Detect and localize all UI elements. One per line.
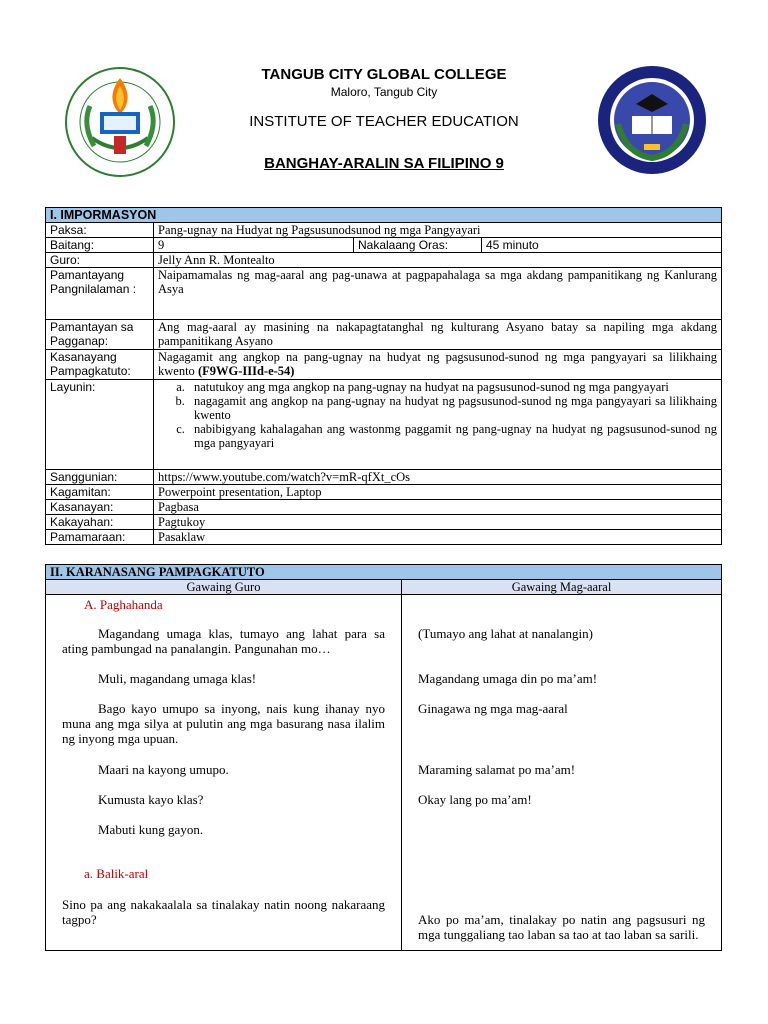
institute-seal-logo	[596, 64, 708, 176]
column-header-magaaral: Gawaing Mag-aaral	[402, 580, 722, 595]
teacher-line: Kumusta kayo klas?	[98, 792, 204, 807]
pamantayan-pagganap-label: Pamantayan sa Pagganap:	[46, 320, 154, 350]
section-heading: I. IMPORMASYON	[46, 208, 722, 223]
college-location: Maloro, Tangub City	[330, 85, 438, 99]
student-line: Ginagawa ng mga mag-aaral	[418, 701, 568, 716]
kagamitan-label: Kagamitan:	[46, 485, 154, 500]
pamantayang-pangnilalaman-value: Naipamamalas ng mag-aaral ang pag-unawa at pagpapahalaga sa mga akdang pampanitikang ng Kanlurang Asya	[154, 268, 722, 320]
paghahanda-heading: A. Paghahanda	[84, 597, 163, 612]
objectives-list	[158, 380, 717, 450]
impormasyon-table	[45, 207, 722, 545]
kasanayan-value: Pagbasa	[154, 500, 722, 515]
sanggunian-link[interactable]: https://www.youtube.com/watch?v=mR-qfXt_cOs	[154, 470, 722, 485]
teacher-line: Magandang umaga klas, tumayo ang lahat para sa ating pambungad na panalangin. Pangunahan mo…	[62, 626, 385, 656]
objective-item: b. nagagamit ang angkop na pang-ugnay na hudyat ng pagsusunod-sunod ng mga pangyayari sa lilikhaing kwento	[188, 394, 717, 422]
sanggunian-label: Sanggunian:	[46, 470, 154, 485]
student-line: Maraming salamat po ma’am!	[418, 762, 576, 777]
college-name: TANGUB CITY GLOBAL COLLEGE	[261, 66, 507, 83]
student-activities	[402, 595, 722, 951]
student-line: Ako po ma’am, tinalakay po natin ang pagsusuri ng mga tunggaliang tao laban sa tao at tao laban sa sarili.	[418, 912, 705, 942]
kasanayang-pampagkatuto-value	[154, 350, 722, 380]
learning-competency-code: (F9WG-IIId-e-54)	[197, 364, 295, 378]
kasanayan-label: Kasanayan:	[46, 500, 154, 515]
oras-label: Nakalaang Oras:	[354, 238, 482, 253]
student-line: Magandang umaga din po ma’am!	[418, 671, 598, 686]
guro-label: Guro:	[46, 253, 154, 268]
paksa-label: Paksa:	[46, 223, 154, 238]
kakayahan-label: Kakayahan:	[46, 515, 154, 530]
balik-aral-heading: a. Balik-aral	[84, 866, 149, 881]
objective-item: c. nabibigyang kahalagahan ang wastonmg paggamit ng pang-ugnay na hudyat ng pagsusunod-sunod ng mga pangyayari	[188, 422, 717, 450]
teacher-line: Bago kayo umupo sa inyong, nais kung ihanay nyo muna ang mga silya at pulutin ang mga basurang nasa ilalim ng inyong mga upuan.	[62, 701, 385, 746]
kasanayang-pampagkatuto-label: Kasanayang Pampagkatuto:	[46, 350, 154, 380]
karanasang-pampagkatuto-table	[45, 564, 722, 951]
document-header	[0, 0, 768, 200]
kakayahan-value: Pagtukoy	[154, 515, 722, 530]
guro-value: Jelly Ann R. Montealto	[154, 253, 722, 268]
objective-item: a. natutukoy ang mga angkop na pang-ugnay na hudyat na pagsusunod-sunod ng mga pangyayari	[188, 380, 717, 394]
baitang-label: Baitang:	[46, 238, 154, 253]
section-heading: II. KARANASANG PAMPAGKATUTO	[46, 565, 722, 580]
layunin-label: Layunin:	[46, 380, 154, 470]
institute-name: INSTITUTE OF TEACHER EDUCATION	[249, 113, 519, 130]
column-header-guro: Gawaing Guro	[46, 580, 402, 595]
pamantayang-pangnilalaman-label: Pamantayang Pangnilalaman :	[46, 268, 154, 320]
baitang-value: 9	[154, 238, 354, 253]
paksa-value: Pang-ugnay na Hudyat ng Pagsusunodsunod ng mga Pangyayari	[154, 223, 722, 238]
pamantayan-pagganap-value: Ang mag-aaral ay masining na nakapagtatanghal ng kulturang Asyano batay sa napiling mga akdang pampanitikang Asyano	[154, 320, 722, 350]
teacher-line: Maari na kayong umupo.	[98, 762, 229, 777]
student-line: Okay lang po ma’am!	[418, 792, 532, 807]
kagamitan-value: Powerpoint presentation, Laptop	[154, 485, 722, 500]
teacher-line: Muli, magandang umaga klas!	[98, 671, 257, 686]
teacher-line: Mabuti kung gayon.	[98, 822, 204, 837]
oras-value: 45 minuto	[482, 238, 722, 253]
teacher-activities	[46, 595, 402, 951]
pamamaraan-value: Pasaklaw	[154, 530, 722, 545]
teacher-line: Sino pa ang nakakaalala sa tinalakay natin noong nakaraang tagpo?	[62, 897, 385, 927]
document-title: BANGHAY-ARALIN SA FILIPINO 9	[264, 155, 504, 172]
pamamaraan-label: Pamamaraan:	[46, 530, 154, 545]
student-line: (Tumayo ang lahat at nanalangin)	[418, 626, 593, 641]
college-seal-logo	[64, 66, 176, 178]
layunin-value	[154, 380, 722, 470]
kasanayan-text: Nagagamit ang angkop na pang-ugnay na hudyat ng pagsusunod-sunod ng mga pangyayari sa lilikhaing kwento	[158, 350, 717, 378]
